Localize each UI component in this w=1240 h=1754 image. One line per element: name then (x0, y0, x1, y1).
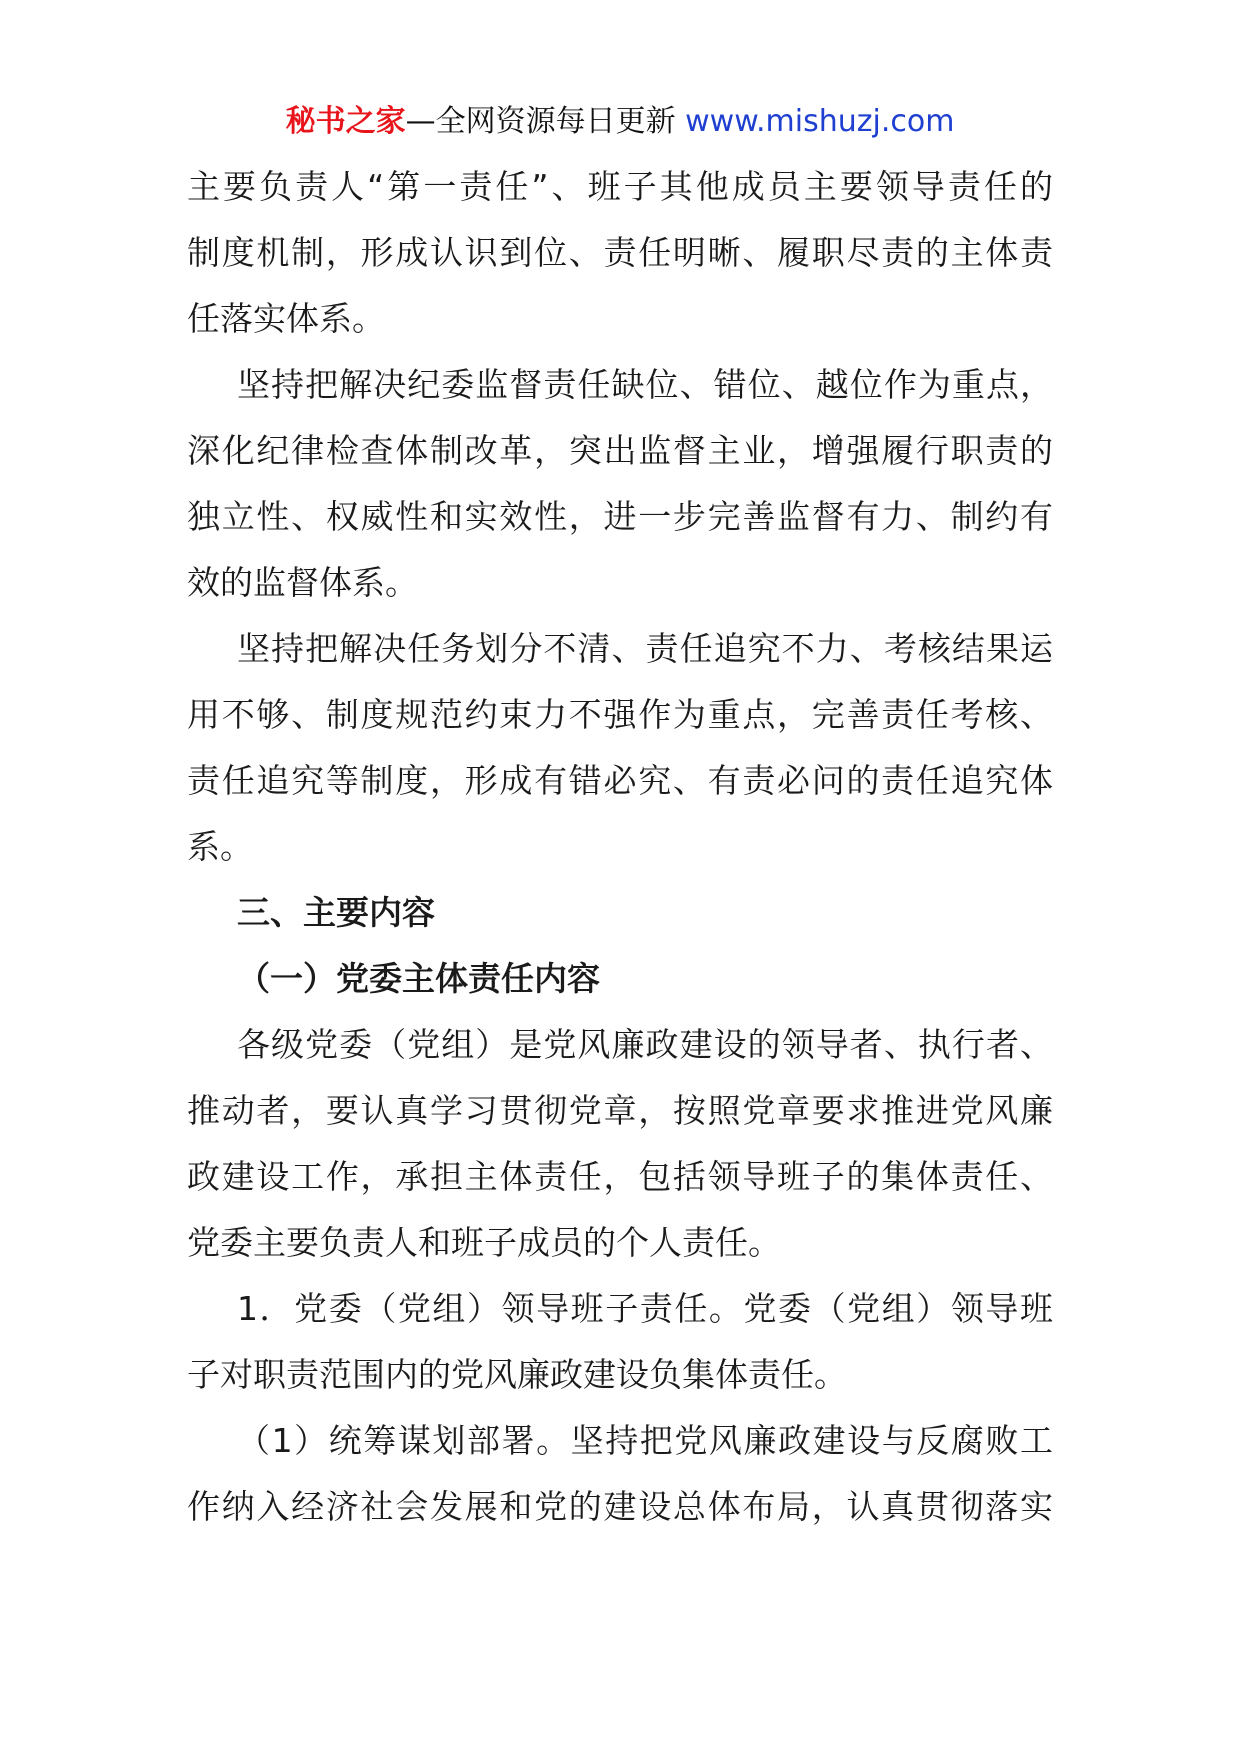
paragraph-line: 推动者，要认真学习贯彻党章，按照党章要求推进党风廉 (187, 1091, 1053, 1130)
paragraph-line: 党委主要负责人和班子成员的个人责任。 (187, 1223, 781, 1262)
document-body (187, 154, 1053, 1540)
paragraph-line: 系。 (187, 827, 253, 866)
paragraph-line: 作纳入经济社会发展和党的建设总体布局，认真贯彻落实 (187, 1487, 1053, 1526)
section-heading: 三、主要内容 (237, 893, 435, 932)
site-slogan: —全网资源每日更新 (405, 104, 676, 139)
paragraph-line: 坚持把解决纪委监督责任缺位、错位、越位作为重点， (237, 365, 1053, 404)
paragraph-line: 1．党委（党组）领导班子责任。党委（党组）领导班 (237, 1289, 1053, 1328)
paragraph-line: 任落实体系。 (187, 299, 385, 338)
paragraph-line: 用不够、制度规范约束力不强作为重点，完善责任考核、 (187, 695, 1053, 734)
paragraph-line: 深化纪律检查体制改革，突出监督主业，增强履行职责的 (187, 431, 1053, 470)
paragraph-line: 主要负责人“第一责任”、班子其他成员主要领导责任的 (187, 167, 1053, 206)
paragraph-line: 制度机制，形成认识到位、责任明晰、履职尽责的主体责 (187, 233, 1053, 272)
paragraph-line: 独立性、权威性和实效性，进一步完善监督有力、制约有 (187, 497, 1053, 536)
site-brand-name: 秘书之家 (285, 104, 406, 139)
paragraph-line: 各级党委（党组）是党风廉政建设的领导者、执行者、 (237, 1025, 1053, 1064)
paragraph-line: （1）统筹谋划部署。坚持把党风廉政建设与反腐败工 (237, 1421, 1053, 1460)
subsection-heading: （一）党委主体责任内容 (237, 959, 600, 998)
paragraph-line: 坚持把解决任务划分不清、责任追究不力、考核结果运 (237, 629, 1053, 668)
site-url-link[interactable]: www.mishuzj.com (685, 104, 955, 139)
paragraph-line: 效的监督体系。 (187, 563, 418, 602)
site-watermark-header (0, 100, 1240, 144)
paragraph-line: 责任追究等制度，形成有错必究、有责必问的责任追究体 (187, 761, 1053, 800)
paragraph-line: 政建设工作，承担主体责任，包括领导班子的集体责任、 (187, 1157, 1053, 1196)
paragraph-line: 子对职责范围内的党风廉政建设负集体责任。 (187, 1355, 847, 1394)
